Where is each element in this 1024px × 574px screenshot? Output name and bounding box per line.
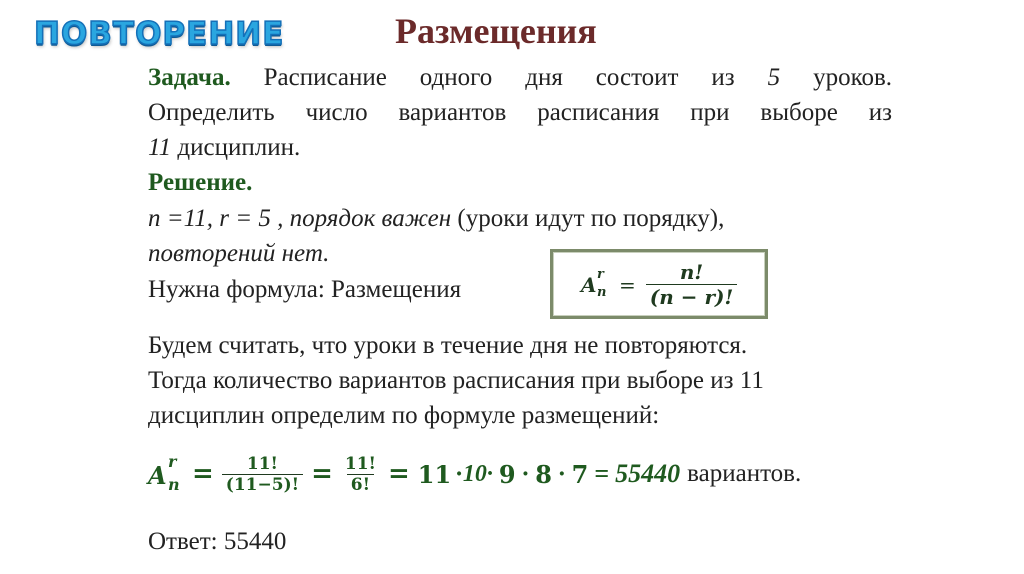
formula-numerator: n!	[679, 260, 704, 284]
calc-result: 55440	[615, 459, 681, 488]
calc-factor-10: 10·	[462, 460, 493, 487]
task-line-2	[148, 95, 892, 130]
task-line-1	[148, 60, 892, 95]
formula-needed: Нужна формула: Размещения	[148, 276, 462, 303]
lessons-count: 5	[767, 64, 781, 91]
calc-fraction-2-num: 11!	[344, 453, 376, 474]
n-value: n =11,	[148, 205, 214, 232]
solution-label: Решение.	[148, 169, 253, 196]
subjects-count: 11	[148, 134, 172, 161]
r-value: r = 5 ,	[219, 205, 284, 232]
calc-dot-2: ·	[521, 461, 530, 487]
calc-eq-2: =	[311, 459, 333, 489]
no-repeats: повторений нет.	[148, 240, 330, 267]
calc-fraction-2	[341, 454, 380, 495]
answer: Ответ: 55440	[148, 528, 287, 555]
task-text-2: Определить число вариантов расписания при выборе из	[148, 99, 892, 126]
formula-A	[581, 265, 615, 305]
calc-fraction-2-den: 6!	[347, 474, 374, 495]
calc-dot-3: ·	[557, 461, 566, 487]
task-label: Задача.	[148, 64, 231, 91]
calc-unit: вариантов.	[687, 460, 802, 487]
formula-A-sup: r	[597, 266, 604, 282]
calc-fraction-1-den: (11−5)!	[222, 474, 303, 495]
calc-factor-7: 7	[571, 459, 589, 489]
calc-eq-1: =	[192, 459, 214, 489]
calc-eq-4: =	[594, 459, 610, 488]
calc-factor-11: 11	[417, 459, 452, 489]
task-text-1: Расписание одного дня состоит из	[263, 64, 735, 91]
explanation-line-2: Тогда количество вариантов расписания при выборе из 11	[148, 367, 764, 394]
calc-factor-9: 9	[498, 459, 516, 489]
calc-A-letter: A	[148, 461, 167, 490]
formula-A-sub: n	[597, 284, 607, 300]
order-important: порядок важен	[289, 205, 452, 232]
calc-A-sup: r	[168, 452, 177, 471]
formula-fraction	[646, 260, 737, 309]
calculation-line	[148, 444, 801, 504]
calc-fraction-1-num: 11!	[246, 453, 278, 474]
subjects-word: дисциплин.	[177, 134, 301, 161]
formula-denominator: (n − r)!	[646, 284, 737, 309]
task-line-3	[148, 130, 300, 165]
formula-box	[550, 249, 768, 319]
formula-eq: =	[619, 272, 636, 297]
page-title: Размещения	[395, 11, 597, 51]
calc-eq-3: =	[388, 459, 410, 489]
calc-factor-8: 8	[535, 459, 552, 489]
repeat-badge: ПОВТОРЕНИЕ	[34, 16, 285, 52]
solution-line-1	[148, 201, 724, 236]
explanation-line-3: дисциплин определим по формуле размещений:	[148, 402, 660, 429]
calc-A-sub: n	[168, 475, 180, 494]
calc-A	[148, 451, 188, 497]
order-explain: (уроки идут по порядку),	[457, 205, 725, 232]
calc-dot-1: ·	[455, 461, 463, 487]
formula-A-letter: A	[581, 272, 597, 297]
calc-fraction-1	[222, 454, 303, 495]
explanation-line-1: Будем считать, что уроки в течение дня не повторяются.	[148, 332, 748, 359]
lessons-word: уроков.	[813, 64, 892, 91]
